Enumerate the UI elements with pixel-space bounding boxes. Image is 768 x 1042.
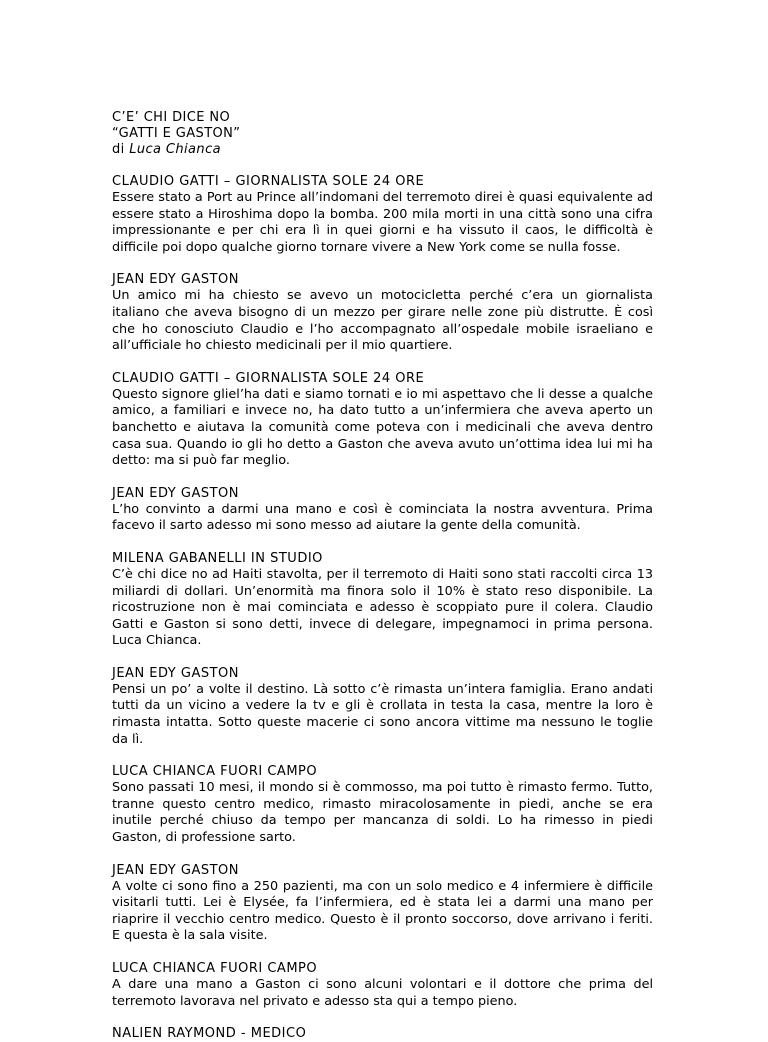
transcript-section <box>112 666 653 748</box>
speaker-heading: LUCA CHIANCA FUORI CAMPO <box>112 764 318 780</box>
speech-paragraph: A dare una mano a Gaston ci sono alcuni volontari e il dottore che prima del terremoto lavorava nel privato e adesso sta qui a tempo pieno. <box>112 977 653 1009</box>
transcript-section <box>112 863 653 945</box>
speaker-heading: JEAN EDY GASTON <box>112 862 240 878</box>
speech-paragraph: C’è chi dice no ad Haiti stavolta, per il terremoto di Haiti sono stati raccolti circa 13 miliardi di dollari. Un’enormità ma finora solo il 10% è stato reso disponibile. La ricostruzione non è mai cominciata e adesso è scoppiato pure il colera. Claudio Gatti e Gaston si sono detti, invece di delegare, impegnamoci in prima persona. Luca Chianca. <box>112 566 653 649</box>
speaker-heading: JEAN EDY GASTON <box>112 485 240 501</box>
show-title: C’E’ CHI DICE NO <box>112 110 231 125</box>
author-name: Luca Chianca <box>129 142 221 157</box>
speaker-heading: LUCA CHIANCA FUORI CAMPO <box>112 961 318 976</box>
speaker-heading: MILENA GABANELLI IN STUDIO <box>112 550 323 566</box>
transcript <box>112 174 653 1042</box>
speaker-heading: JEAN EDY GASTON <box>112 665 240 681</box>
transcript-section <box>112 272 653 354</box>
speech-paragraph: L’ho convinto a darmi una mano e così è cominciata la nostra avventura. Prima facevo il sarto adesso mi sono messo ad aiutare la gente della comunità. <box>112 501 653 534</box>
speaker-heading: NALIEN RAYMOND - MEDICO <box>112 1026 307 1042</box>
speech-paragraph: Essere stato a Port au Prince all’indomani del terremoto direi è quasi equivalente ad essere stato a Hiroshima dopo la bomba. 200 mila morti in una città sono una cifra impressionante e per chi era lì in quei giorni e ha vissuto il caos, le difficoltà è difficile poi dopo qualche giorno tornare vivere a New York come se nulla fosse. <box>112 190 653 255</box>
speech-paragraph: A volte ci sono fino a 250 pazienti, ma con un solo medico e 4 infermiere è difficile visitarli tutti. Lei è Elysée, fa l’infermiera, ed è stata lei a darmi una mano per riaprire il vecchio centro medico. Questo è il pronto soccorso, dove arrivano i feriti. E questa è la sala visite. <box>112 878 653 944</box>
speaker-heading: JEAN EDY GASTON <box>112 272 240 288</box>
speaker-heading: CLAUDIO GATTI – GIORNALISTA SOLE 24 ORE <box>112 370 425 386</box>
transcript-section <box>112 174 653 256</box>
speech-paragraph: Questo signore gliel’ha dati e siamo tornati e io mi aspettavo che li desse a qualche amico, a familiari e invece no, ha dato tutto a un’infermiera che aveva aperto un banchetto e aiutava la comunità come poteva con i medicinali che aveva dentro casa sua. Quando io gli ho detto a Gaston che aveva avuto un’ottima idea lui mi ha detto: ma si può far meglio. <box>112 386 653 469</box>
speech-paragraph: Un amico mi ha chiesto se avevo un motocicletta perché c’era un giornalista italiano che aveva bisogno di un mezzo per girare nelle zone più distrutte. È così che ho conosciuto Claudio e l’ho accompagnato all’ospedale mobile israeliano e all’ufficiale ho chiesto medicinali per il mio quartiere. <box>112 288 653 354</box>
transcript-section <box>112 961 653 1010</box>
speech-paragraph: Sono passati 10 mesi, il mondo si è commosso, ma poi tutto è rimasto fermo. Tutto, tranne questo centro medico, rimasto miracolosamente in piedi, anche se era inutile perché chiuso da tempo per mancanza di soldi. Lo ha rimesso in piedi Gaston, di professione sarto. <box>112 780 653 846</box>
transcript-section <box>112 486 653 535</box>
document-body <box>112 110 653 1042</box>
transcript-section <box>112 371 653 470</box>
transcript-section <box>112 551 653 650</box>
transcript-section <box>112 764 653 846</box>
speaker-heading: CLAUDIO GATTI – GIORNALISTA SOLE 24 ORE <box>112 174 425 189</box>
report-title: “GATTI E GASTON” <box>112 126 241 141</box>
transcript-section <box>112 1026 653 1042</box>
byline-prefix: di <box>112 142 130 157</box>
byline <box>112 142 653 158</box>
speech-paragraph: Pensi un po’ a volte il destino. Là sotto c’è rimasta un’intera famiglia. Erano andati tutti da un vicino a vedere la tv e gli è crollata in testa la casa, mentre la loro è rimasta intatta. Sotto queste macerie ci sono ancora vittime ma nessuno le toglie da lì. <box>112 681 653 747</box>
